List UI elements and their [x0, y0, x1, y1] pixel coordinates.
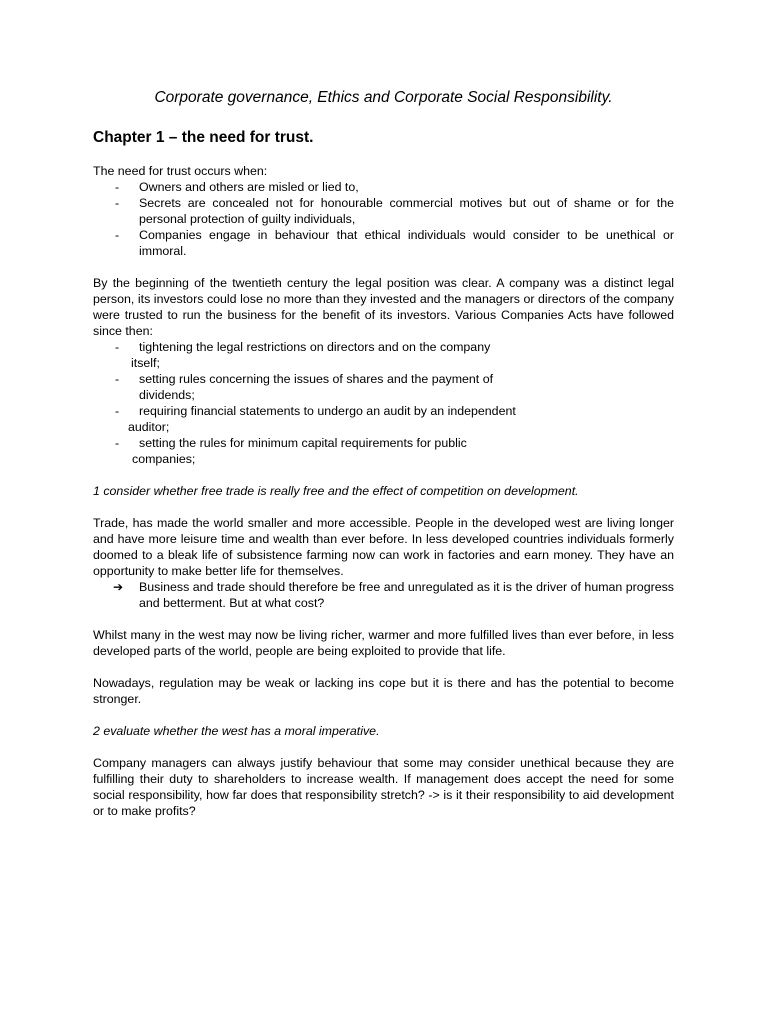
chapter-heading: Chapter 1 – the need for trust.	[93, 129, 314, 146]
arrow-right-icon: ➔	[113, 580, 124, 594]
document-title: Corporate governance, Ethics and Corporate Social Responsibility.	[154, 89, 613, 106]
list-item: ➔ Business and trade should therefore be free and unregulated as it is the driver of human progress and betterment. But at what cost?	[113, 580, 674, 610]
dash-bullet: -	[115, 436, 120, 450]
list-item: - Companies engage in behaviour that ethical individuals would consider to be unethical or immoral.	[115, 228, 674, 258]
dash-bullet: -	[115, 404, 120, 418]
arrow-list	[93, 579, 674, 611]
whilst-paragraph: Whilst many in the west may now be living richer, warmer and more fulfilled lives than ever before, in less developed parts of the world, people are being exploited to provide that life.	[93, 628, 674, 658]
document-body	[93, 88, 674, 819]
dash-bullet: -	[115, 228, 120, 242]
list-item: - Owners and others are misled or lied to,	[115, 180, 359, 194]
legal-position-paragraph: By the beginning of the twentieth century the legal position was clear. A company was a distinct legal person, its investors could lose no more than they invested and the managers or directors of the company were trusted to run the business for the benefit of its investors. Various Companies Acts have followed since then:	[93, 276, 674, 338]
dash-bullet: -	[115, 372, 120, 386]
question-1: 1 consider whether free trade is really free and the effect of competition on development.	[93, 484, 579, 498]
question-2: 2 evaluate whether the west has a moral imperative.	[93, 724, 380, 738]
trade-paragraph: Trade, has made the world smaller and more accessible. People in the developed west are living longer and have more leisure time and wealth than ever before. In less developed countries individuals formerly doomed to a bleak life of subsistence farming now can work in factories and earn money. They have an opportunity to make better life for themselves.	[93, 516, 674, 578]
dash-bullet: -	[115, 196, 120, 210]
dash-bullet: -	[115, 340, 120, 354]
companies-acts-list	[93, 339, 674, 467]
list-item: - tightening the legal restrictions on directors and on the company itself;	[115, 340, 491, 370]
dash-bullet: -	[115, 180, 120, 194]
managers-paragraph: Company managers can always justify behaviour that some may consider unethical because they are fulfilling their duty to shareholders to increase wealth. If management does accept the need for some social responsibility, how far does that responsibility stretch? -> is it their responsibility to aid development or to make profits?	[93, 756, 674, 818]
nowadays-paragraph: Nowadays, regulation may be weak or lacking ins cope but it is there and has the potential to become stronger.	[93, 676, 674, 706]
trust-list	[93, 179, 674, 259]
trust-intro: The need for trust occurs when:	[93, 164, 268, 178]
list-item: - setting rules concerning the issues of shares and the payment of dividends;	[115, 372, 494, 402]
list-item: - requiring financial statements to undergo an audit by an independent auditor;	[115, 404, 516, 434]
list-item: - Secrets are concealed not for honourable commercial motives but out of shame or for the personal protection of guilty individuals,	[115, 196, 674, 226]
list-item: - setting the rules for minimum capital requirements for public companies;	[115, 436, 467, 466]
